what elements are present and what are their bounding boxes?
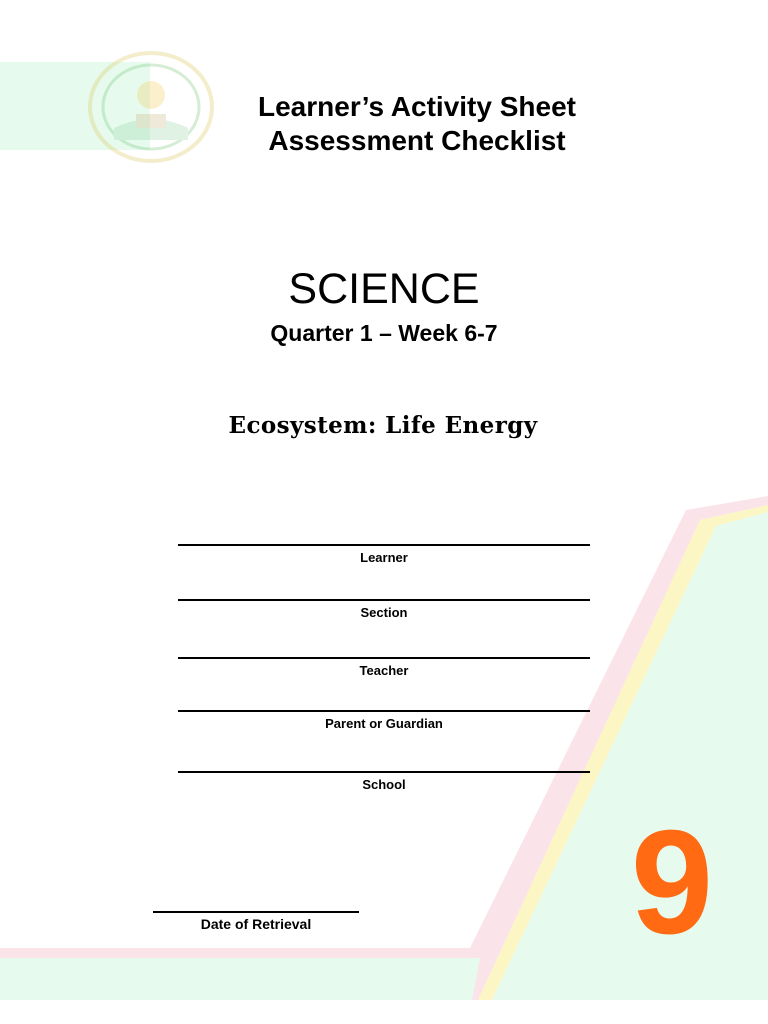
subject-title: SCIENCE <box>288 265 480 313</box>
quarter-week: Quarter 1 – Week 6-7 <box>270 320 498 346</box>
teacher-line <box>178 657 590 659</box>
date-of-retrieval-label: Date of Retrieval <box>200 916 312 932</box>
parent-guardian-label: Parent or Guardian <box>325 716 443 731</box>
learner-line <box>178 544 590 546</box>
parent-guardian-field[interactable] <box>178 710 590 732</box>
learner-field[interactable] <box>178 544 590 566</box>
section-field[interactable] <box>178 599 590 621</box>
document-title <box>200 90 634 158</box>
title-line-2: Assessment Checklist <box>268 125 566 156</box>
teacher-label: Teacher <box>359 663 409 678</box>
section-line <box>178 599 590 601</box>
mint-bottom-strip <box>0 958 480 1000</box>
school-field[interactable] <box>178 771 590 793</box>
date-of-retrieval-field[interactable] <box>153 911 359 933</box>
date-of-retrieval-line <box>153 911 359 913</box>
topic-title: Ecosystem: Life Energy <box>228 412 538 439</box>
school-seal-watermark <box>86 50 216 165</box>
teacher-field[interactable] <box>178 657 590 679</box>
learner-label: Learner <box>360 550 408 565</box>
section-label: Section <box>360 605 408 620</box>
title-line-1: Learner’s Activity Sheet <box>258 91 576 122</box>
school-line <box>178 771 590 773</box>
school-label: School <box>362 777 406 792</box>
parent-guardian-line <box>178 710 590 712</box>
grade-level-number: 9 <box>630 800 714 965</box>
